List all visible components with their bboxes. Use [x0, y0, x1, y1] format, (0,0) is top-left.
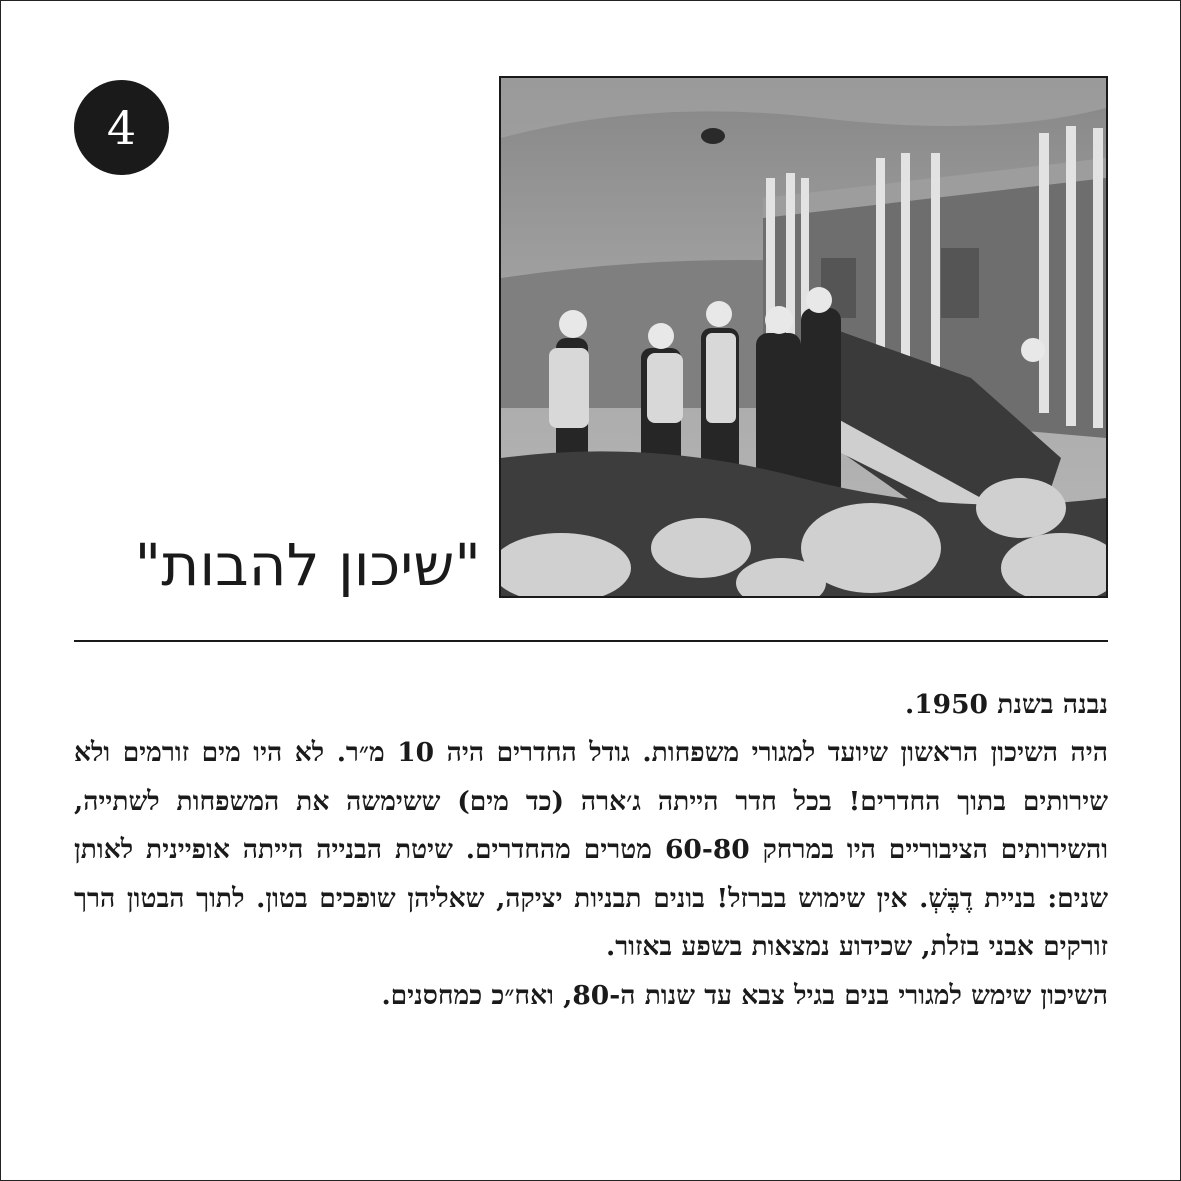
divider [74, 640, 1108, 642]
body-text [74, 681, 1108, 1021]
description-paragraph: היה השיכון הראשון שיועד למגורי משפחות. גודל החדרים היה 10 מ״ר. לא היו מים זורמים ולא שירותים בתוך החדרים! בכל חדר הייתה ג׳ארה (כד מים) ששימשה את המשפחות לשתייה, והשירותים הציבוריים היו במרחק 60-80 מטרים מהחדרים. שיטת הבנייה הייתה אופיינית לאותן שנים: בניית דֶבֶּשְׁ. אין שימוש בברזל! בונים תבניות יציקה, שאליהן שופכים בטון. לתוך הבטון הרך זורקים אבני בזלת, שכידוע נמצאות בשפע באזור. [74, 737, 1108, 963]
photo-illustration-icon [501, 78, 1106, 596]
built-year-line: נבנה בשנת 1950. [904, 689, 1108, 720]
page-title: "שיכון להבות" [134, 531, 481, 599]
station-number: 4 [106, 100, 137, 155]
station-number-badge [74, 80, 169, 175]
later-use-line: השיכון שימש למגורי בנים בגיל צבא עד שנות ה-80, ואח״כ כמחסנים. [381, 979, 1108, 1011]
archival-photo [499, 76, 1108, 598]
